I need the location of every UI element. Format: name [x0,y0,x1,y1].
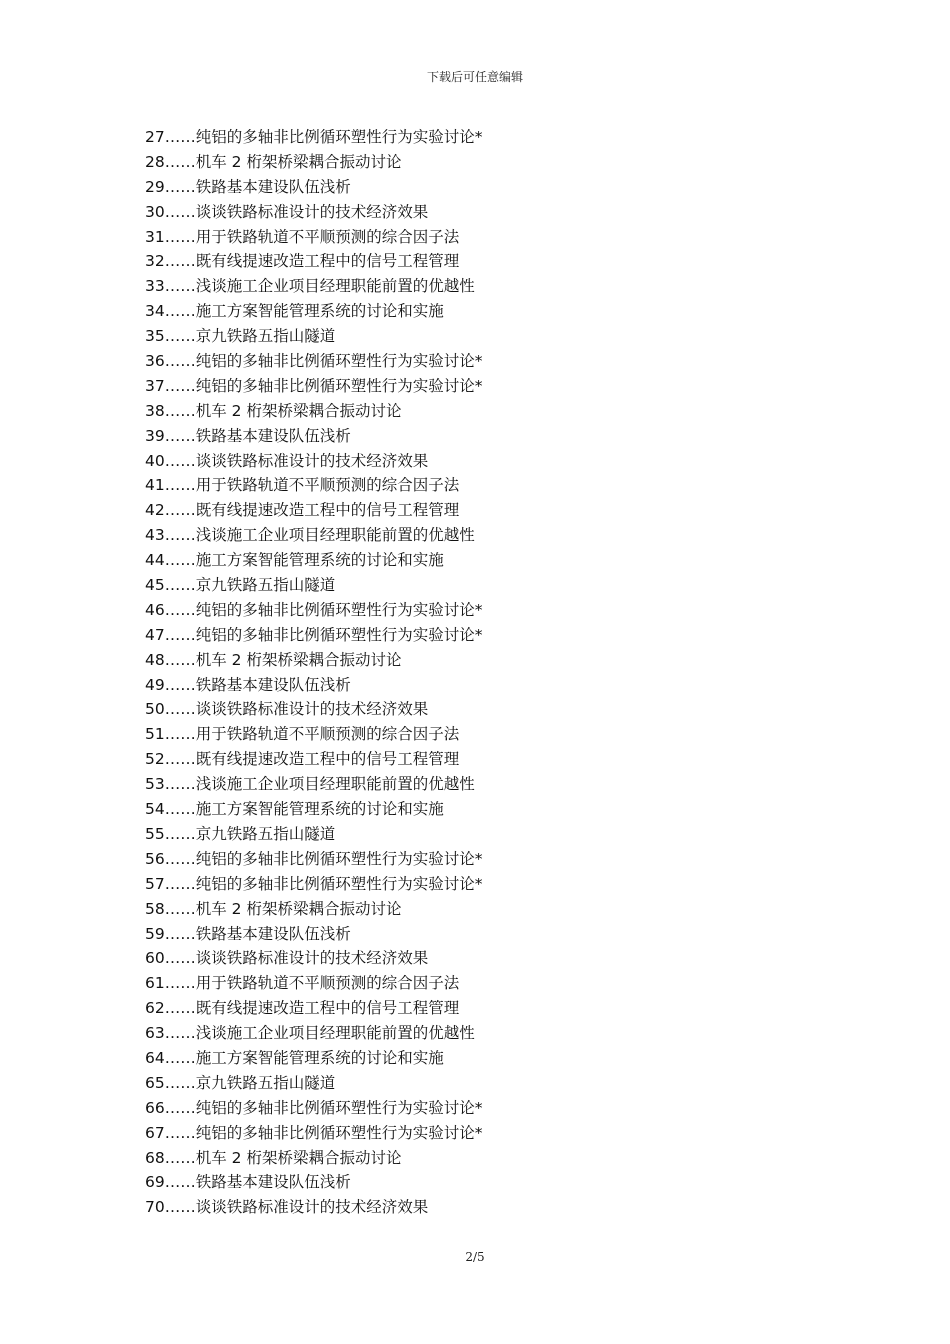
toc-item: 32……既有线提速改造工程中的信号工程管理 [145,252,460,271]
toc-item: 53……浅谈施工企业项目经理职能前置的优越性 [145,775,475,794]
toc-item: 28……机车 2 桁架桥梁耦合振动讨论 [145,152,402,171]
toc-item: 39……铁路基本建设队伍浅析 [145,426,351,445]
toc-item: 45……京九铁路五指山隧道 [145,576,336,595]
toc-item: 61……用于铁路轨道不平顺预测的综合因子法 [145,974,460,993]
page-number: 2/5 [465,1250,485,1264]
toc-item: 42……既有线提速改造工程中的信号工程管理 [145,501,460,520]
toc-item: 33……浅谈施工企业项目经理职能前置的优越性 [145,277,475,296]
toc-item: 55……京九铁路五指山隧道 [145,824,336,843]
toc-item: 31……用于铁路轨道不平顺预测的综合因子法 [145,227,460,246]
toc-item: 40……谈谈铁路标准设计的技术经济效果 [145,451,429,470]
toc-item: 48……机车 2 桁架桥梁耦合振动讨论 [145,650,402,669]
toc-item: 68……机车 2 桁架桥梁耦合振动讨论 [145,1148,402,1167]
toc-item: 44……施工方案智能管理系统的讨论和实施 [145,551,444,570]
toc-item: 51……用于铁路轨道不平顺预测的综合因子法 [145,725,460,744]
toc-item: 64……施工方案智能管理系统的讨论和实施 [145,1048,444,1067]
toc-item: 60……谈谈铁路标准设计的技术经济效果 [145,949,429,968]
toc-item: 29……铁路基本建设队伍浅析 [145,177,351,196]
toc-item: 58……机车 2 桁架桥梁耦合振动讨论 [145,899,402,918]
toc-item: 52……既有线提速改造工程中的信号工程管理 [145,750,460,769]
toc-item: 46……纯铝的多轴非比例循环塑性行为实验讨论* [145,600,483,619]
toc-item: 36……纯铝的多轴非比例循环塑性行为实验讨论* [145,352,483,371]
toc-item: 30……谈谈铁路标准设计的技术经济效果 [145,202,429,221]
table-of-contents [145,125,482,1220]
toc-item: 37……纯铝的多轴非比例循环塑性行为实验讨论* [145,376,483,395]
toc-item: 50……谈谈铁路标准设计的技术经济效果 [145,700,429,719]
toc-item: 27……纯铝的多轴非比例循环塑性行为实验讨论* [145,128,483,146]
toc-item: 41……用于铁路轨道不平顺预测的综合因子法 [145,476,460,495]
toc-item: 38……机车 2 桁架桥梁耦合振动讨论 [145,401,402,420]
toc-item: 49……铁路基本建设队伍浅析 [145,675,351,694]
page-header: 下载后可任意编辑 [426,70,523,84]
toc-item: 69……铁路基本建设队伍浅析 [145,1173,351,1192]
toc-item: 63……浅谈施工企业项目经理职能前置的优越性 [145,1024,475,1043]
toc-item: 35……京九铁路五指山隧道 [145,327,336,346]
toc-item: 66……纯铝的多轴非比例循环塑性行为实验讨论* [145,1098,483,1117]
toc-item: 67……纯铝的多轴非比例循环塑性行为实验讨论* [145,1123,483,1142]
toc-item: 34……施工方案智能管理系统的讨论和实施 [145,302,444,321]
toc-item: 47……纯铝的多轴非比例循环塑性行为实验讨论* [145,625,483,644]
toc-item: 56……纯铝的多轴非比例循环塑性行为实验讨论* [145,849,483,868]
toc-item: 57……纯铝的多轴非比例循环塑性行为实验讨论* [145,874,483,893]
toc-item: 62……既有线提速改造工程中的信号工程管理 [145,999,460,1018]
toc-item: 65……京九铁路五指山隧道 [145,1073,336,1092]
toc-item: 59……铁路基本建设队伍浅析 [145,924,351,943]
toc-item: 54……施工方案智能管理系统的讨论和实施 [145,800,444,819]
toc-item: 43……浅谈施工企业项目经理职能前置的优越性 [145,526,475,545]
toc-item: 70……谈谈铁路标准设计的技术经济效果 [145,1198,429,1217]
